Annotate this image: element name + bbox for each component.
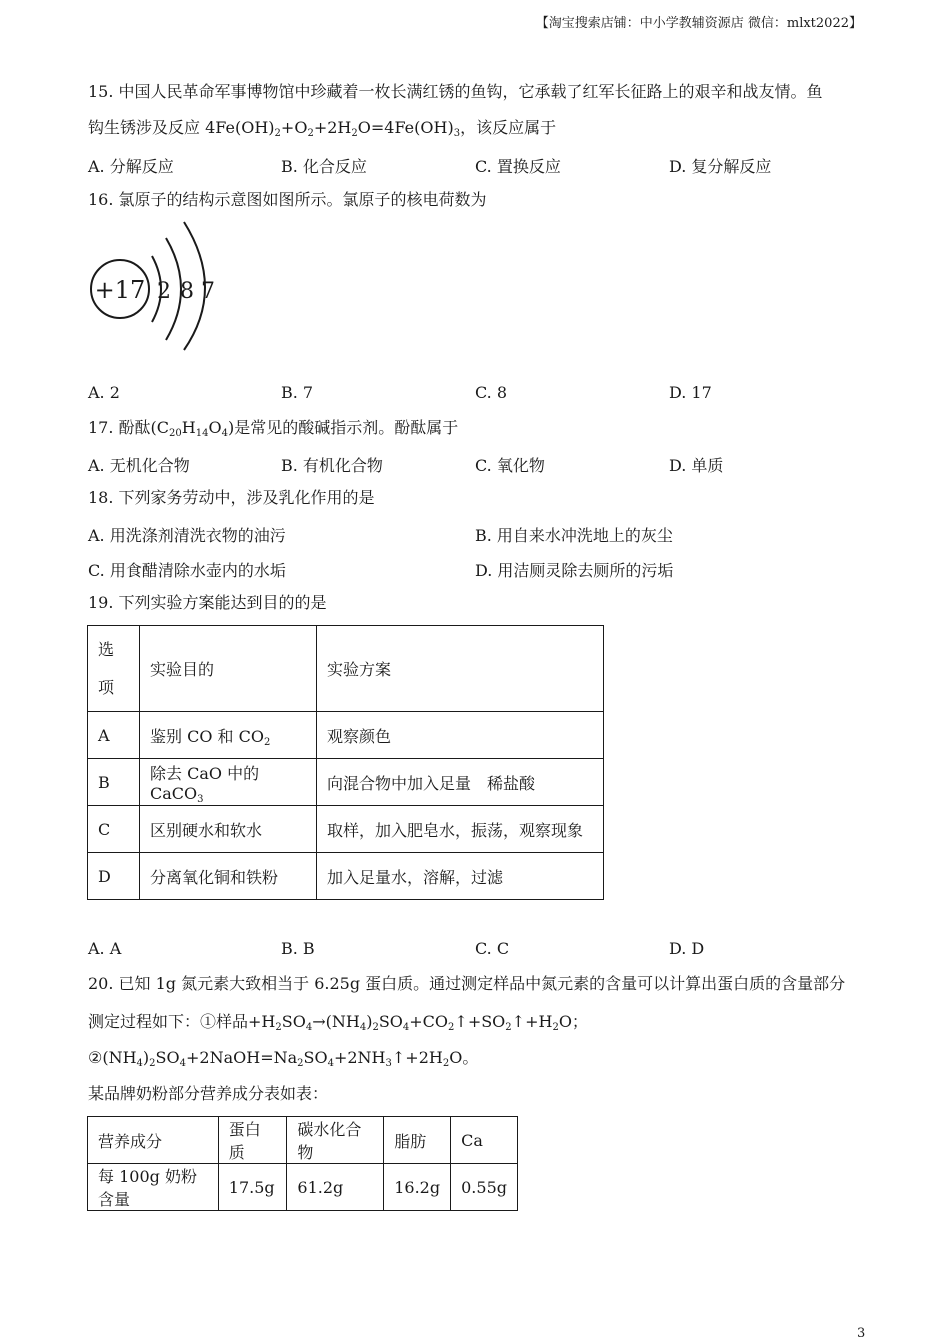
q18-option-d[interactable]: D. 用洁厕灵除去厕所的污垢 (475, 561, 674, 580)
q16-option-b[interactable]: B. 7 (281, 383, 314, 402)
q20-equation-1: 测定过程如下：①样品$+H_2SO_4\to(NH_4)_2SO_4+CO_2↑+SO_2↑+H_2O$； (88, 1012, 588, 1033)
header-option-cell: 选 项 (88, 626, 140, 712)
q15-stem-line1: 15. 中国人民革命军事博物馆中珍藏着一枚长满红锈的鱼钩，它承载了红军长征路上的艰辛和战友情。鱼 (88, 82, 823, 101)
q18-option-b[interactable]: B. 用自来水冲洗地上的灰尘 (475, 526, 673, 545)
row-plan-cell: 向混合物中加入足量 稀盐酸 (317, 759, 604, 806)
q16-stem: 16. 氯原子的结构示意图如图所示。氯原子的核电荷数为 (88, 190, 487, 209)
row-purpose-cell: 分离氧化铜和铁粉 (140, 853, 317, 900)
q15-stem-line2: 钩生锈涉及反应 $4Fe(OH)_2+O_2+2H_2O=4Fe(OH)_3$，该反应属于 (88, 118, 557, 139)
q17-option-d[interactable]: D. 单质 (669, 456, 724, 475)
table-row (88, 712, 604, 759)
row-plan-cell: 观察颜色 (317, 712, 604, 759)
q17-stem: 17. 酚酞$(C_{20}H_{14}O_4)$是常见的酸碱指示剂。酚酞属于 (88, 418, 459, 439)
q20-table-intro: 某品牌奶粉部分营养成分表如表： (88, 1084, 329, 1103)
table-cell: 每 100g 奶粉含量 (88, 1164, 219, 1211)
q15-option-d[interactable]: D. 复分解反应 (669, 157, 772, 176)
q15-option-a[interactable]: A. 分解反应 (88, 157, 174, 176)
table-row (88, 759, 604, 806)
q18-option-c[interactable]: C. 用食醋清除水壶内的水垢 (88, 561, 286, 580)
q19-stem: 19. 下列实验方案能达到目的的是 (88, 593, 327, 612)
q17-option-a[interactable]: A. 无机化合物 (88, 456, 190, 475)
q19-option-d[interactable]: D. D (669, 939, 705, 958)
shell-electrons-3: 7 (201, 279, 215, 304)
table-cell: 17.5g (218, 1164, 287, 1211)
row-option-cell: D (88, 853, 140, 900)
table-cell: 16.2g (384, 1164, 451, 1211)
shell-electrons-1: 2 (157, 279, 171, 304)
q16-option-d[interactable]: D. 17 (669, 383, 712, 402)
header-cell: 蛋白质 (218, 1117, 287, 1164)
nucleus-charge: +17 (94, 276, 146, 304)
q15-option-c[interactable]: C. 置换反应 (475, 157, 561, 176)
page-header: 【淘宝搜索店铺：中小学教辅资源店 微信：mlxt2022】 (535, 16, 862, 31)
row-plan-cell: 加入足量水，溶解，过滤 (317, 853, 604, 900)
table-row (88, 853, 604, 900)
q19-table (87, 625, 604, 900)
chlorine-atom-diagram (84, 218, 224, 358)
table-cell: 61.2g (287, 1164, 384, 1211)
row-plan-cell: 取样，加入肥皂水，振荡，观察现象 (317, 806, 604, 853)
q20-stem-line1: 20. 已知 1g 氮元素大致相当于 6.25g 蛋白质。通过测定样品中氮元素的含量可以计算出蛋白质的含量部分 (88, 974, 846, 993)
row-option-cell: C (88, 806, 140, 853)
q15-option-b[interactable]: B. 化合反应 (281, 157, 367, 176)
row-purpose-cell: 区别硬水和软水 (140, 806, 317, 853)
row-option-cell: B (88, 759, 140, 806)
table-row (88, 806, 604, 853)
header-cell: 营养成分 (88, 1117, 219, 1164)
q19-option-a[interactable]: A. A (88, 939, 122, 958)
table-header-row (88, 1117, 518, 1164)
q18-option-a[interactable]: A. 用洗涤剂清洗衣物的油污 (88, 526, 286, 545)
table-row (88, 1164, 518, 1211)
table-header-row (88, 626, 604, 712)
header-purpose-cell: 实验目的 (140, 626, 317, 712)
row-purpose-cell: 鉴别 CO 和 $CO_2$ (140, 712, 317, 759)
q20-equation-2: $②(NH_4)_2SO_4+2NaOH=Na_2SO_4+2NH_3↑+2H_2O$。 (88, 1048, 479, 1069)
page-number: 3 (857, 1326, 866, 1341)
header-cell: 脂肪 (384, 1117, 451, 1164)
q18-stem: 18. 下列家务劳动中，涉及乳化作用的是 (88, 488, 375, 507)
q17-option-b[interactable]: B. 有机化合物 (281, 456, 383, 475)
q19-option-b[interactable]: B. B (281, 939, 315, 958)
header-cell: Ca (451, 1117, 518, 1164)
row-purpose-cell: 除去 CaO 中的 CaCO$_3$ (140, 759, 317, 806)
q16-option-a[interactable]: A. 2 (88, 383, 120, 402)
header-cell: 碳水化合物 (287, 1117, 384, 1164)
nutrition-table (87, 1116, 518, 1211)
table-cell: 0.55g (451, 1164, 518, 1211)
q17-option-c[interactable]: C. 氧化物 (475, 456, 545, 475)
row-option-cell: A (88, 712, 140, 759)
shell-electrons-2: 8 (180, 279, 194, 304)
header-plan-cell: 实验方案 (317, 626, 604, 712)
q16-option-c[interactable]: C. 8 (475, 383, 508, 402)
q19-option-c[interactable]: C. C (475, 939, 510, 958)
